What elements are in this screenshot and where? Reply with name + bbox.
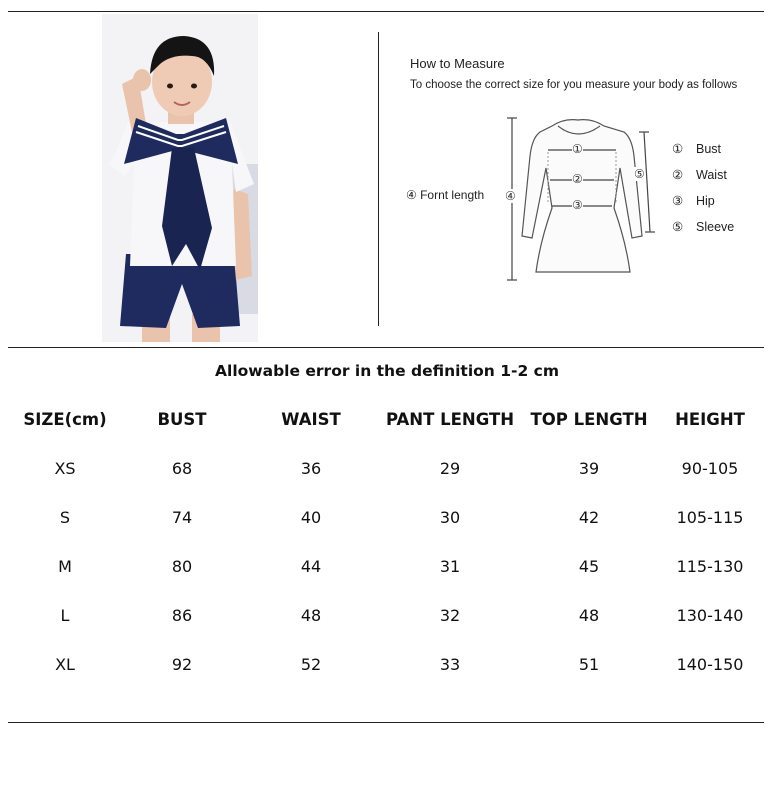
waist-marker: ② — [572, 172, 583, 186]
table-cell-bust: 74 — [171, 508, 193, 527]
table-cell-waist: 40 — [300, 508, 322, 527]
table-cell-waist: 36 — [300, 459, 322, 478]
legend-item-hip — [672, 193, 734, 219]
table-cell-waist: 44 — [300, 557, 322, 576]
table-cell-size: S — [59, 508, 71, 527]
table-cell-waist: 48 — [300, 606, 322, 625]
table-cell-height: 105-115 — [676, 508, 744, 527]
table-cell-height: 140-150 — [676, 655, 744, 674]
table-cell-top-length: 51 — [578, 655, 600, 674]
table-cell-pant-length: 33 — [439, 655, 461, 674]
hip-marker: ③ — [572, 198, 583, 212]
legend-label: Sleeve — [696, 220, 735, 234]
table-cell-top-length: 48 — [578, 606, 600, 625]
table-cell-height: 115-130 — [676, 557, 744, 576]
table-cell-pant-length: 32 — [439, 606, 461, 625]
column-header-waist: WAIST — [281, 410, 341, 429]
legend-label: Bust — [696, 142, 722, 156]
legend-number: ⑤ — [672, 220, 684, 234]
table-cell-waist: 52 — [300, 655, 322, 674]
sailor-outfit-illustration — [102, 14, 258, 342]
table-cell-height: 90-105 — [681, 459, 739, 478]
column-header-bust: BUST — [157, 410, 207, 429]
table-cell-top-length: 39 — [578, 459, 600, 478]
front-length-marker: ④ — [505, 189, 516, 203]
legend-item-waist — [672, 167, 734, 193]
table-caption: Allowable error in the definition 1-2 cm — [215, 362, 559, 380]
top-divider — [8, 11, 764, 12]
table-cell-bust: 86 — [171, 606, 193, 625]
column-header-height: HEIGHT — [675, 410, 745, 429]
sleeve-marker: ⑤ — [634, 167, 645, 181]
table-cell-size: M — [58, 557, 72, 576]
column-header-pant-length: PANT LENGTH — [385, 410, 515, 429]
table-cell-size: L — [60, 606, 70, 625]
dress-diagram — [500, 112, 660, 284]
table-cell-pant-length: 29 — [439, 459, 461, 478]
table-cell-bust: 92 — [171, 655, 193, 674]
table-cell-height: 130-140 — [676, 606, 744, 625]
legend-number: ② — [672, 168, 684, 182]
table-cell-bust: 68 — [171, 459, 193, 478]
legend-label: Waist — [696, 168, 727, 182]
table-cell-pant-length: 31 — [439, 557, 461, 576]
legend-number: ① — [672, 142, 684, 156]
column-header-size: SIZE(cm) — [23, 410, 107, 429]
measure-subtitle: To choose the correct size for you measure your body as follows — [410, 79, 738, 91]
legend-label: Hip — [696, 194, 715, 208]
column-header-top-length: TOP LENGTH — [530, 410, 648, 429]
table-cell-size: XS — [54, 459, 76, 478]
middle-divider — [8, 347, 764, 348]
legend-item-sleeve — [672, 219, 734, 245]
measure-legend — [672, 141, 734, 245]
table-cell-size: XL — [55, 655, 75, 674]
bottom-divider — [8, 722, 764, 723]
legend-item-bust — [672, 141, 734, 167]
bust-marker: ① — [572, 142, 583, 156]
measure-title: How to Measure — [410, 56, 505, 71]
table-cell-top-length: 45 — [578, 557, 600, 576]
table-cell-pant-length: 30 — [439, 508, 461, 527]
section-divider — [378, 32, 379, 326]
front-length-label: ④ Fornt length — [406, 188, 485, 202]
legend-number: ③ — [672, 194, 684, 208]
table-cell-top-length: 42 — [578, 508, 600, 527]
product-photo — [102, 14, 258, 342]
table-cell-bust: 80 — [171, 557, 193, 576]
